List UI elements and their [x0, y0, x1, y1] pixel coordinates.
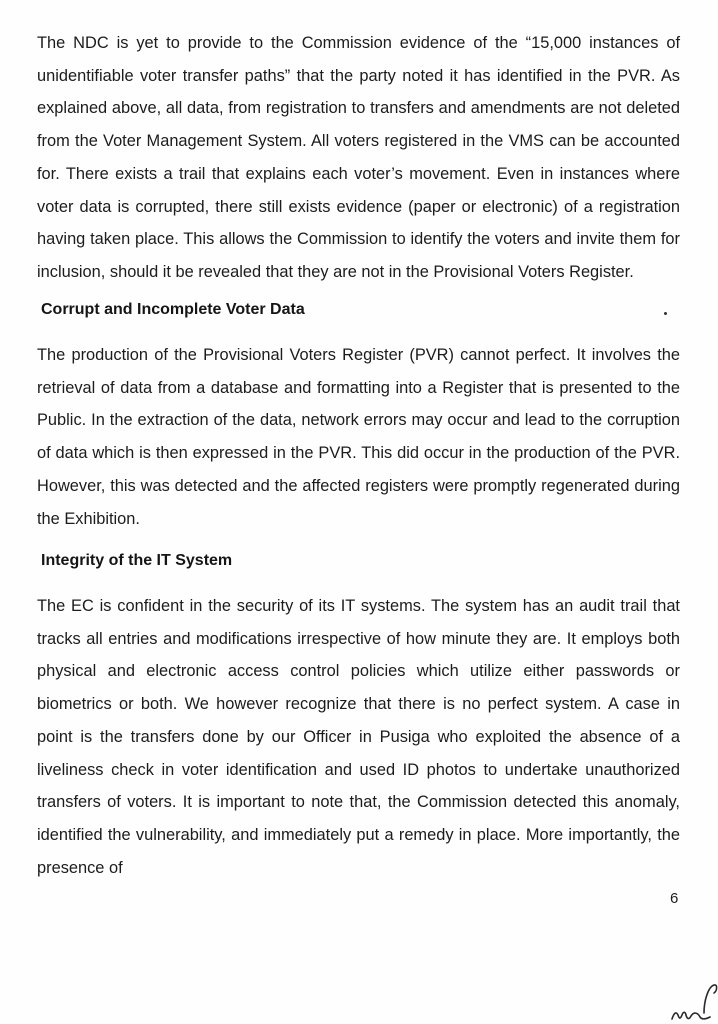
- heading-it-system-integrity: Integrity of the IT System: [41, 552, 233, 569]
- signature-icon: [670, 975, 718, 1024]
- paragraph-it-security: The EC is confident in the security of its IT systems. The system has an audit trail that tracks all entries and modifications irrespective of how minute they are. It employs both physical and electronic access control policies which utilize either passwords or biometrics or both. We however recognize that there is no perfect system. A case in point is the transfers done by our Officer in Pusiga who exploited the absence of a liveliness check in voter identification and used ID photos to undertake unauthorized transfers of voters. It is important to note that, the Commission detected this anomaly, identified the vulnerability, and immediately put a remedy in place. More importantly, the presence of: [37, 597, 680, 877]
- paragraph-pvr-production: The production of the Provisional Voters Register (PVR) cannot perfect. It involves the retrieval of data from a database and formatting into a Register that is presented to the Public. In the extraction of the data, network errors may occur and lead to the corruption of data which is then expressed in the PVR. This did occur in the production of the PVR. However, this was detected and the affected registers were promptly regenerated during the Exhibition.: [37, 346, 680, 528]
- stray-mark: [664, 312, 667, 315]
- paragraph-evidence-transfer-paths: The NDC is yet to provide to the Commission evidence of the “15,000 instances of unidentifiable voter transfer paths” that the party noted it has identified in the PVR. As explained above, all data, from registration to transfers and amendments are not deleted from the Voter Management System. All voters registered in the VMS can be accounted for. There exists a trail that explains each voter’s movement. Even in instances where voter data is corrupted, there still exists evidence (paper or electronic) of a registration having taken place. This allows the Commission to identify the voters and invite them for inclusion, should it be revealed that they are not in the Provisional Voters Register.: [37, 34, 680, 281]
- heading-corrupt-incomplete-data: Corrupt and Incomplete Voter Data: [41, 301, 305, 318]
- page-number: 6: [670, 890, 679, 907]
